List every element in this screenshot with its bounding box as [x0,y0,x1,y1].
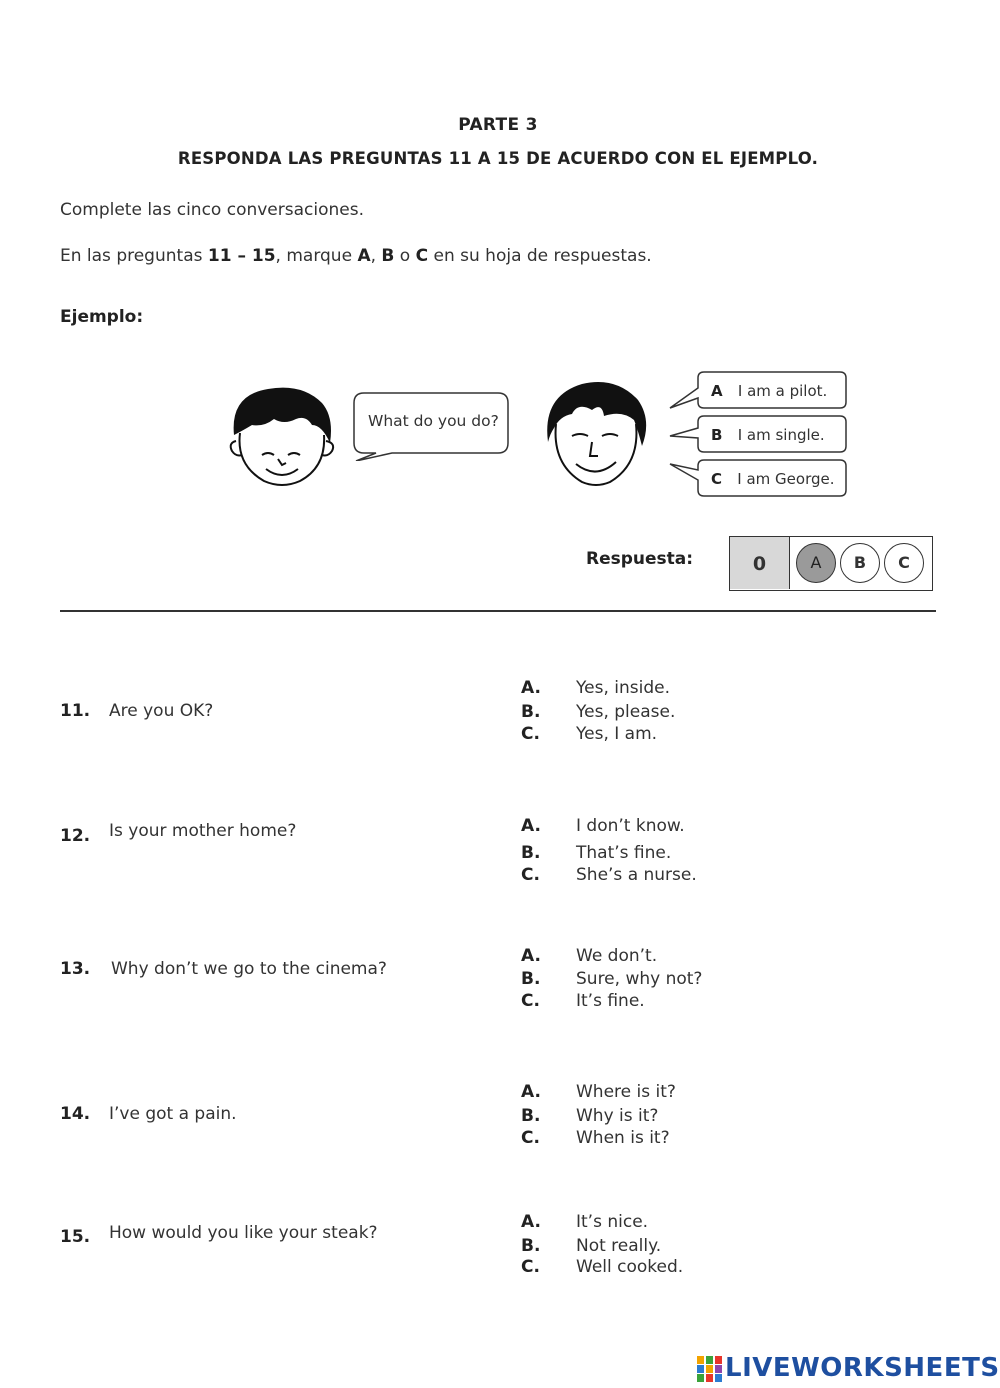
example-option-a: A I am a pilot. [711,382,828,400]
question-12-number: 12. [60,826,91,846]
question-11-text: Are you OK? [109,701,214,721]
q15-option-b-letter[interactable]: B. [521,1236,541,1256]
q12-option-a-letter[interactable]: A. [521,816,541,836]
q15-option-c-letter[interactable]: C. [521,1257,540,1277]
part-title: PARTE 3 [458,115,538,135]
answer-circle-b[interactable]: B [840,543,880,583]
q15-option-c-text[interactable]: Well cooked. [576,1257,684,1277]
question-14-number: 14. [60,1104,91,1124]
boy-face-illustration [226,385,338,489]
q12-option-b-letter[interactable]: B. [521,843,541,863]
answer-circle-c[interactable]: C [884,543,924,583]
q15-option-b-text[interactable]: Not really. [576,1236,662,1256]
q12-option-c-letter[interactable]: C. [521,865,540,885]
q14-option-b-letter[interactable]: B. [521,1106,541,1126]
question-13-text: Why don’t we go to the cinema? [111,959,387,979]
answer-number: 0 [730,537,790,589]
example-answer-box [729,536,933,591]
q14-option-c-letter[interactable]: C. [521,1128,540,1148]
question-11-number: 11. [60,701,91,721]
example-option-c: C I am George. [711,470,835,488]
q13-option-b-letter[interactable]: B. [521,969,541,989]
q14-option-c-text[interactable]: When is it? [576,1128,670,1148]
question-15-text: How would you like your steak? [109,1223,378,1243]
question-13-number: 13. [60,959,91,979]
intro-line-2: En las preguntas 11 – 15, marque A, B o C en su hoja de respuestas. [60,246,652,266]
q14-option-a-text[interactable]: Where is it? [576,1082,676,1102]
q13-option-a-letter[interactable]: A. [521,946,541,966]
example-label: Ejemplo: [60,307,144,327]
question-12-text: Is your mother home? [109,821,297,841]
q11-option-c-text[interactable]: Yes, I am. [576,724,658,744]
section-divider [60,610,936,612]
q11-option-c-letter[interactable]: C. [521,724,540,744]
q12-option-c-text[interactable]: She’s a nurse. [576,865,697,885]
q13-option-c-letter[interactable]: C. [521,991,540,1011]
q11-option-a-text[interactable]: Yes, inside. [576,678,670,698]
logo-text: LIVEWORKSHEETS [725,1353,1000,1383]
q15-option-a-text[interactable]: It’s nice. [576,1212,649,1232]
q14-option-a-letter[interactable]: A. [521,1082,541,1102]
q11-option-a-letter[interactable]: A. [521,678,541,698]
logo-blocks-icon [697,1354,723,1384]
example-option-b: B I am single. [711,426,825,444]
question-14-text: I’ve got a pain. [109,1104,237,1124]
answer-circle-a[interactable]: A [796,543,836,583]
part-instruction: RESPONDA LAS PREGUNTAS 11 A 15 DE ACUERDO CON EL EJEMPLO. [177,149,819,168]
q15-option-a-letter[interactable]: A. [521,1212,541,1232]
intro-line-1: Complete las cinco conversaciones. [60,200,364,220]
q12-option-a-text[interactable]: I don’t know. [576,816,685,836]
example-question: What do you do? [368,412,499,430]
answer-label: Respuesta: [586,549,694,569]
question-15-number: 15. [60,1227,91,1247]
q12-option-b-text[interactable]: That’s fine. [576,843,672,863]
man-face-illustration [542,380,648,490]
q14-option-b-text[interactable]: Why is it? [576,1106,659,1126]
q13-option-a-text[interactable]: We don’t. [576,946,658,966]
q13-option-b-text[interactable]: Sure, why not? [576,969,703,989]
q13-option-c-text[interactable]: It’s fine. [576,991,645,1011]
q11-option-b-text[interactable]: Yes, please. [576,702,676,722]
q11-option-b-letter[interactable]: B. [521,702,541,722]
